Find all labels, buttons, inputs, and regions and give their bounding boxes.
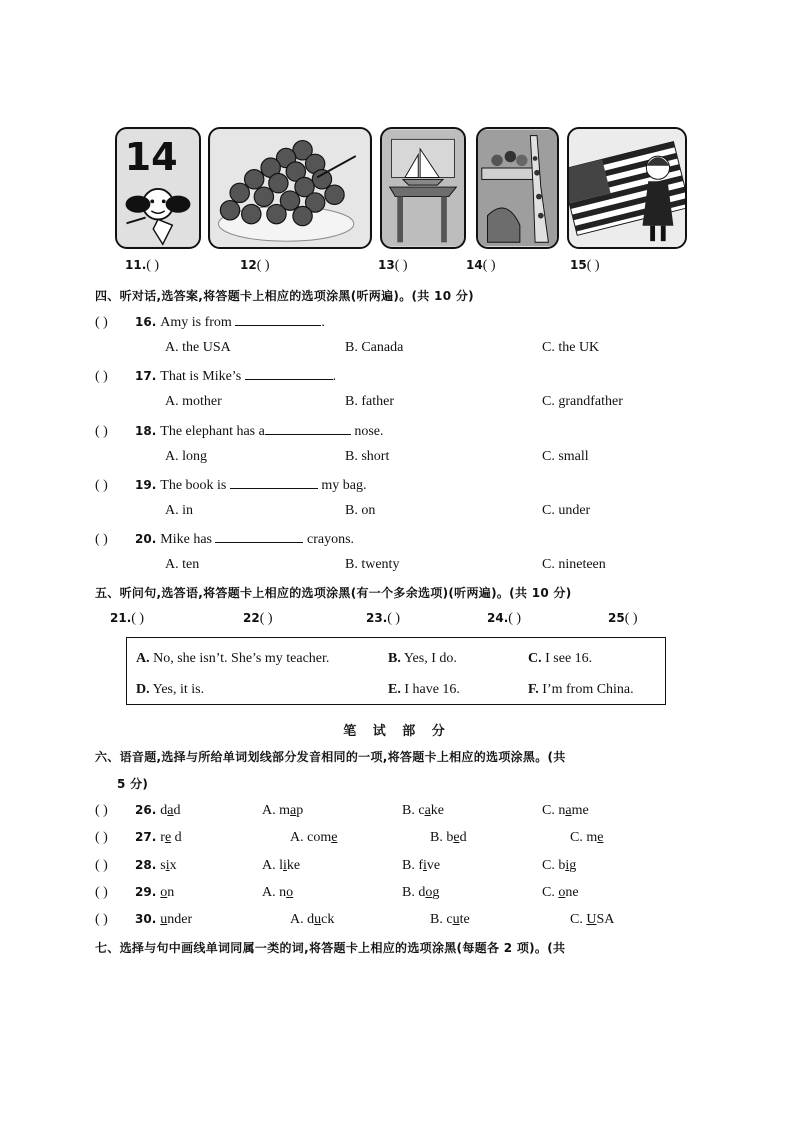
phonics-question-28 <box>95 858 177 874</box>
answer-blank[interactable] <box>230 476 318 489</box>
picture-usa-flag-girl <box>567 127 687 249</box>
option-16-a: A. the USA <box>165 340 231 355</box>
option-18-c: C. small <box>542 449 589 464</box>
target-word: on <box>160 885 175 900</box>
option-20-b: B. twenty <box>345 557 400 572</box>
option-16-c: C. the UK <box>542 340 600 355</box>
question-18: ( ) 18. The elephant has a nose. <box>95 424 384 439</box>
answer-option-b: B. Yes, I do. <box>388 651 457 666</box>
phonics-option-26-c: C. name <box>542 803 589 818</box>
target-word: re d <box>160 830 182 845</box>
phonics-option-30-a: A. duck <box>290 912 335 927</box>
option-20-a: A. ten <box>165 557 200 572</box>
section-5-heading: 五、听问句,选答语,将答题卡上相应的选项涂黑(有一个多余选项)(听两遍)。(共 10 分) <box>95 586 572 600</box>
option-17-a: A. mother <box>165 394 222 409</box>
phonics-option-26-a: A. map <box>262 803 304 818</box>
answer-item-22: 22( ) <box>243 611 273 626</box>
picture-chair-boat <box>380 127 466 249</box>
phonics-option-29-c: C. one <box>542 885 579 900</box>
phonics-option-27-a: A. come <box>290 830 338 845</box>
question-17: ( ) 17. That is Mike’s . <box>95 369 337 384</box>
answer-paren[interactable]: ( ) <box>95 858 108 873</box>
number-14-text: 14 <box>124 134 178 179</box>
picture-grapes <box>208 127 372 249</box>
chair-with-boat-icon <box>382 129 464 247</box>
phonics-option-27-b: B. bed <box>430 830 467 845</box>
question-number: 29. <box>135 885 157 899</box>
answer-paren[interactable]: ( ) <box>95 885 108 900</box>
answer-option-e: E. I have 16. <box>388 682 460 697</box>
answer-option-f: F. I’m from China. <box>528 682 634 697</box>
option-16-b: B. Canada <box>345 340 404 355</box>
picture-label-11: 11.( ) <box>125 258 160 273</box>
section-7-heading: 七、选择与句中画线单词同属一类的词,将答题卡上相应的选项涂黑(每题各 2 项)。(共 <box>95 941 566 955</box>
option-19-a: A. in <box>165 503 193 518</box>
phonics-option-29-b: B. dog <box>402 885 440 900</box>
answer-blank[interactable] <box>235 313 321 326</box>
question-19: ( ) 19. The book is my bag. <box>95 478 367 493</box>
section-6-heading-cont: 5 分) <box>117 777 149 791</box>
question-number: 26. <box>135 803 157 817</box>
zoo-giraffe-icon <box>478 129 557 247</box>
question-16: ( ) 16. Amy is from . <box>95 315 325 330</box>
picture-number-14 <box>115 127 201 249</box>
picture-label-14: 14( ) <box>466 258 496 273</box>
picture-zoo-giraffe <box>476 127 559 249</box>
answer-option-c: C. I see 16. <box>528 651 593 666</box>
answer-item-24: 24.( ) <box>487 611 522 626</box>
option-18-b: B. short <box>345 449 390 464</box>
option-20-c: C. nineteen <box>542 557 606 572</box>
answer-blank[interactable] <box>265 422 351 435</box>
answer-blank[interactable] <box>215 530 303 543</box>
option-19-b: B. on <box>345 503 376 518</box>
answer-paren[interactable]: ( ) <box>95 912 108 927</box>
written-part-title: 笔 试 部 分 <box>343 724 451 739</box>
answer-item-25: 25( ) <box>608 611 638 626</box>
answer-blank[interactable] <box>245 367 333 380</box>
phonics-question-26 <box>95 803 180 819</box>
phonics-option-29-a: A. no <box>262 885 294 900</box>
grapes-icon <box>210 129 370 247</box>
phonics-option-28-b: B. five <box>402 858 441 873</box>
target-word: under <box>160 912 193 927</box>
question-number: 30. <box>135 912 157 926</box>
phonics-option-26-b: B. cake <box>402 803 444 818</box>
question-20: ( ) 20. Mike has crayons. <box>95 532 355 547</box>
phonics-question-29 <box>95 885 174 901</box>
phonics-option-30-b: B. cute <box>430 912 470 927</box>
question-number: 28. <box>135 858 157 872</box>
target-word: dad <box>160 803 181 818</box>
answer-option-d: D. Yes, it is. <box>136 682 205 697</box>
option-17-c: C. grandfather <box>542 394 623 409</box>
answer-paren[interactable]: ( ) <box>95 803 108 818</box>
section-6-heading: 六、语音题,选择与所给单词划线部分发音相同的一项,将答题卡上相应的选项涂黑。(共 <box>95 750 566 764</box>
question-number: 27. <box>135 830 157 844</box>
phonics-option-28-c: C. big <box>542 858 577 873</box>
answer-paren[interactable]: ( ) <box>95 830 108 845</box>
picture-label-15: 15( ) <box>570 258 600 273</box>
number-14-card-icon <box>117 129 199 247</box>
answer-option-a: A. No, she isn’t. She’s my teacher. <box>136 651 330 666</box>
phonics-question-27 <box>95 830 182 846</box>
option-17-b: B. father <box>345 394 394 409</box>
usa-flag-girl-icon <box>569 129 685 247</box>
target-word: six <box>160 858 177 873</box>
option-18-a: A. long <box>165 449 207 464</box>
picture-label-13: 13( ) <box>378 258 408 273</box>
section-4-heading: 四、听对话,选答案,将答题卡上相应的选项涂黑(听两遍)。(共 10 分) <box>95 289 474 303</box>
answer-item-23: 23.( ) <box>366 611 401 626</box>
phonics-option-30-c: C. USA <box>570 912 615 927</box>
phonics-option-27-c: C. me <box>570 830 604 845</box>
phonics-option-28-a: A. like <box>262 858 301 873</box>
picture-label-12: 12( ) <box>240 258 270 273</box>
answer-item-21: 21.( ) <box>110 611 145 626</box>
option-19-c: C. under <box>542 503 591 518</box>
phonics-question-30 <box>95 912 192 928</box>
